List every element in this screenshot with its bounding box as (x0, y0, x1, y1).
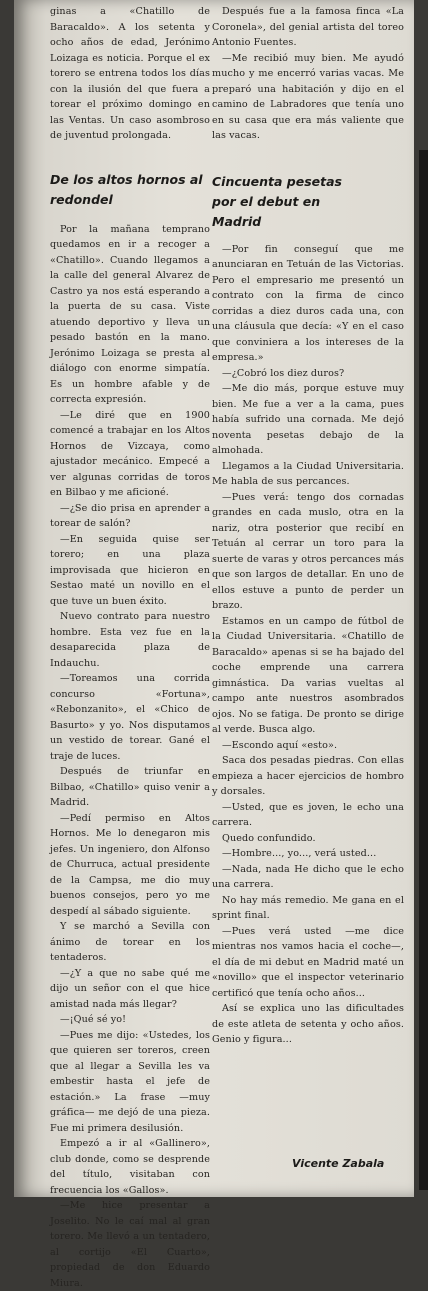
article-paragraph: —Toreamos una corrida concurso «Fortuna», «Rebonzanito», el «Chico de Basurto» y yo. Nos disputamos un vestido de torear. Gané el traje de luces. (50, 673, 210, 762)
author-signature: Vicente Zabala (292, 1157, 385, 1170)
section-heading-altos-hornos: De los altos hornos al redondel (50, 171, 203, 207)
article-paragraph: Llegamos a la Ciudad Universitaria. Me habla de sus percances. (212, 460, 404, 487)
intro-paragraph: Después fue a la famosa finca «La Coronela», del genial artista del toreo Antonio Fuentes. (212, 6, 404, 48)
article-paragraph: —Me hice presentar a Joselito. No le caí mal al gran torero. Me llevó a un tentadero, al cortijo «El Cuarto», propiedad de don Eduardo Miura. (50, 1200, 210, 1289)
article-paragraph: —Le diré que en 1900 comencé a trabajar en los Altos Hornos de Vizcaya, como ajustador mecánico. Empecé a ver algunas corridas de toros en Bilbao y me aficioné. (50, 409, 210, 498)
article-paragraph: —Escondo aquí «esto». (222, 739, 338, 751)
article-paragraph: —Pedí permiso en Altos Hornos. Me lo denegaron mis jefes. Un ingeniero, don Alfonso de Churruca, actual presidente de la Campsa, me dio muy buenos consejos, pero yo me despedí al sábado siguiente. (50, 812, 210, 917)
right-column (212, 0, 404, 1048)
article-paragraph: —En seguida quise ser torero; en una plaza improvisada que hicieron en Sestao maté un novillo en el que tuve un buen éxito. (50, 533, 210, 607)
article-paragraph: —Usted, que es joven, le echo una carrera. (212, 801, 404, 828)
article-paragraph: —Nada, nada He dicho que le echo una carrera. (212, 863, 404, 890)
left-column (50, 0, 210, 1291)
article-paragraph: —¿Y a que no sabe qué me dijo un señor con el que hice amistad nada más llegar? (50, 967, 210, 1010)
intro-paragraph: —Me recibió muy bien. Me ayudó mucho y me encerró varias vacas. Me preparó una habitación y dijo en el camino de Labradores que tenía uno en su casa que era más valiente que las vacas. (212, 52, 404, 141)
article-paragraph: —Pues verá: tengo dos cornadas grandes en cada muslo, otra en la nariz, otra posterior que recibí en Tetuán al cerrar un toro para la suerte de varas y otros percances más que son largos de detallar. En uno de ellos estuve a punto de perder un brazo. (212, 491, 404, 611)
column-rule (419, 150, 428, 1190)
article-paragraph: Empezó a ir al «Gallinero», club donde, como se desprende del título, visitaban con frecuencia los «Gallos». (50, 1138, 210, 1196)
article-paragraph: —¡Qué sé yo! (60, 1014, 127, 1025)
article-paragraph: —¿Cobró los diez duros? (222, 367, 345, 379)
article-paragraph: —¿Se dio prisa en aprender a torear de salón? (50, 502, 210, 529)
article-paragraph: Nuevo contrato para nuestro hombre. Esta vez fue en la desaparecida plaza de Indauchu. (50, 611, 210, 669)
intro-paragraph: ginas a «Chatillo de Baracaldo». A los setenta y ocho años de edad, Jerónimo Loizaga es noticia. Porque el ex torero se entrena todos los días con la ilusión del que fuera a torear el próximo domingo en las Ventas. Un caso asombroso de juventud prolongada. (50, 6, 210, 141)
article-paragraph: —Me dio más, porque estuve muy bien. Me fue a ver a la cama, pues había sufrido una cornada. Me dejó noventa pesetas debajo de la almohada. (212, 383, 404, 456)
article-paragraph: —Pues verá usted —me dice mientras nos vamos hacia el coche—, el día de mi debut en Madrid maté un «novillo» que el inspector veterinario certificó que tenía ocho años... (212, 925, 404, 999)
article-paragraph: Después de triunfar en Bilbao, «Chatillo» quiso venir a Madrid. (50, 766, 210, 808)
article-paragraph: Quedo confundido. (222, 832, 316, 844)
article-paragraph: No hay más remedio. Me gana en el sprint final. (212, 894, 404, 921)
article-paragraph: Estamos en un campo de fútbol de la Ciudad Universitaria. «Chatillo de Baracaldo» apenas si se ha bajado del coche emprende una carrera gimnástica. Da varias vueltas al campo ante nuestros asombrados ojos. No se fatiga. De pronto se dirige al verde. Busca algo. (212, 615, 404, 735)
article-paragraph: —Por fin conseguí que me anunciaran en Tetuán de las Victorias. Pero el empresario me presentó un contrato con la firma de cinco corridas a diez duros cada una, con una cláusula que decía: «Y en el caso que conviniera a los intereses de la empresa.» (212, 243, 404, 363)
article-paragraph: —Pues me dijo: «Ustedes, los que quieren ser toreros, creen que al llegar a Sevilla les va embestir hasta el jefe de estación.» La frase —muy gráfica— me dejó de una pieza. Fue mi primera desilusión. (50, 1029, 210, 1134)
article-paragraph: Y se marchó a Sevilla con ánimo de torear en los tentaderos. (50, 921, 210, 963)
article-paragraph: —Hombre..., yo..., verá usted... (222, 848, 377, 859)
article-paragraph: Saca dos pesadas piedras. Con ellas empieza a hacer ejercicios de hombro y dorsales. (212, 755, 404, 797)
article-paragraph: Por la mañana temprano quedamos en ir a recoger a «Chatillo». Cuando llegamos a la calle del general Alvarez de Castro ya nos está esperando a la puerta de su casa. Viste atuendo deportivo y lleva un pesado bastón en la mano. Jerónimo Loizaga se presta al diálogo con enorme simpatía. Es un hombre afable y de correcta expresión. (50, 223, 210, 405)
newspaper-page (14, 0, 414, 1289)
section-heading-cincuenta-pesetas: Cincuenta pesetas por el debut en Madrid (212, 173, 342, 229)
article-paragraph: Así se explica uno las dificultades de este atleta de setenta y ocho años. Genio y figura... (212, 1003, 404, 1045)
